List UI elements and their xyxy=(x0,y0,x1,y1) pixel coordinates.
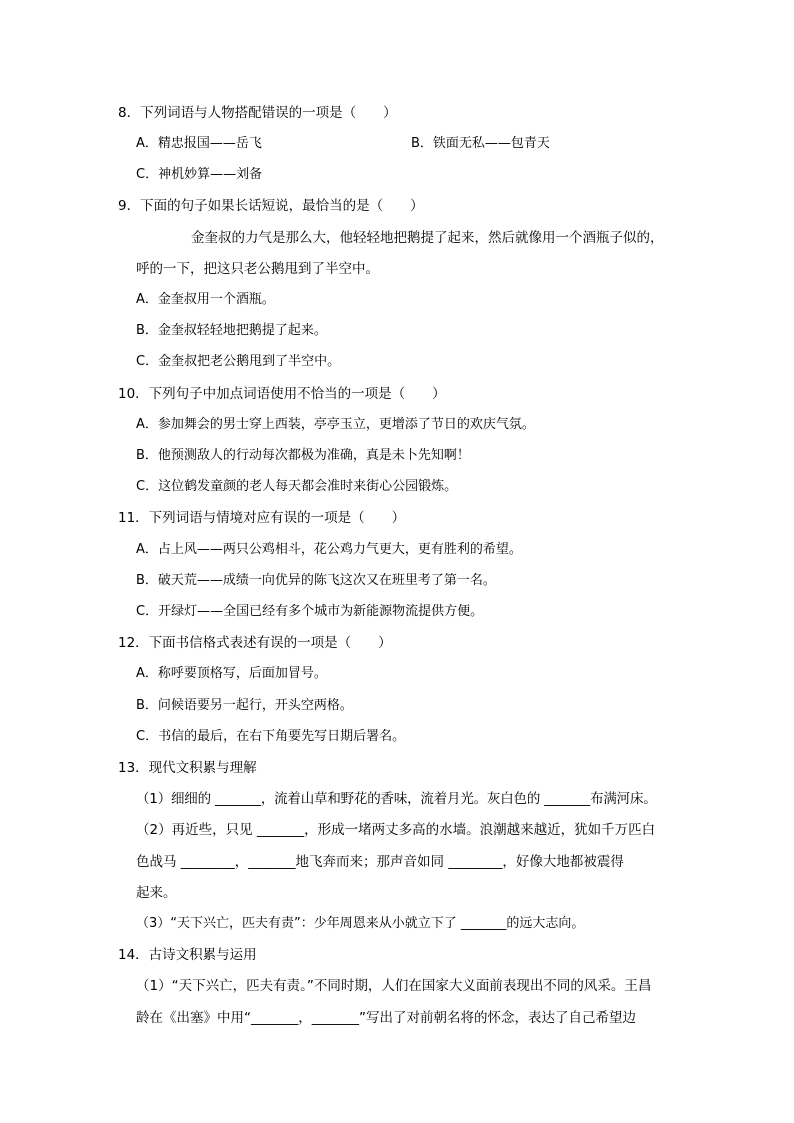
q14-sub1-line2: 龄在《出塞》中用“_______，_______”写出了对前朝名将的怀念，表达了自己希望边 xyxy=(136,1010,636,1026)
q13-sub2-line1: （2）再近些，只见 _______，形成一堵两丈多高的水墙。浪潮越来越近，犹如千万匹白 xyxy=(136,822,656,838)
q11-option-a: A．占上风——两只公鸡相斗，花公鸡力气更大，更有胜利的希望。 xyxy=(136,542,522,557)
q14-sub1-line1: （1）“天下兴亡，匹夫有责。”不同时期，人们在国家大义面前表现出不同的风采。王昌 xyxy=(136,978,652,994)
q8-option-c: C．神机妙算——刘备 xyxy=(136,167,263,182)
q11-option-b: B．破天荒——成绩一向优异的陈飞这次又在班里考了第一名。 xyxy=(136,573,496,588)
q9-passage-line2: 呼的一下，把这只老公鹅甩到了半空中。 xyxy=(136,261,379,277)
q8-option-a: A．精忠报国——岳飞 xyxy=(136,136,262,151)
q13-sub3: （3）“天下兴亡，匹夫有责”：少年周恩来从小就立下了 _______的远大志向。 xyxy=(136,916,585,931)
q10-option-c: C．这位鹤发童颜的老人每天都会准时来街心公园锻炼。 xyxy=(136,479,458,494)
q14-stem: 14．古诗文积累与运用 xyxy=(118,947,257,963)
q10-option-b: B．他预测敌人的行动每次都极为准确，真是未卜先知啊！ xyxy=(136,448,470,463)
q8-option-b: B．铁面无私——包青天 xyxy=(411,136,550,151)
q9-stem: 9．下面的句子如果长话短说，最恰当的是（ ） xyxy=(118,198,424,214)
q12-stem: 12．下面书信格式表述有误的一项是（ ） xyxy=(118,635,392,651)
q10-stem: 10．下列句子中加点词语使用不恰当的一项是（ ） xyxy=(118,386,446,402)
q12-option-b: B．问候语要另一起行，开头空两格。 xyxy=(136,698,353,713)
q12-option-c: C．书信的最后，在右下角要先写日期后署名。 xyxy=(136,729,406,744)
q13-sub2-line2: 色战马 ________，_______地飞奔而来；那声音如同 ________，好像大地都被震得 xyxy=(136,854,624,870)
q9-option-b: B．金奎叔轻轻地把鹅提了起来。 xyxy=(136,323,327,338)
q13-sub2-line3: 起来。 xyxy=(136,885,177,901)
q9-option-a: A．金奎叔用一个酒瓶。 xyxy=(136,292,275,307)
q13-sub1: （1）细细的 _______，流着山草和野花的香味，流着月光。灰白色的 _______布满河床。 xyxy=(136,791,657,807)
q9-option-c: C．金奎叔把老公鹅甩到了半空中。 xyxy=(136,354,341,369)
q10-option-a: A．参加舞会的男士穿上西装，亭亭玉立，更增添了节日的欢庆气氛。 xyxy=(136,417,535,432)
q11-option-c: C．开绿灯——全国已经有多个城市为新能源物流提供方便。 xyxy=(136,604,484,619)
q9-passage-line1: 金奎叔的力气是那么大，他轻轻地把鹅提了起来，然后就像用一个酒瓶子似的， xyxy=(191,230,664,246)
q11-stem: 11．下列词语与情境对应有误的一项是（ ） xyxy=(118,510,406,526)
q13-stem: 13．现代文积累与理解 xyxy=(118,760,257,776)
q8-stem: 8．下列词语与人物搭配错误的一项是（ ） xyxy=(118,105,397,121)
q12-option-a: A．称呼要顶格写，后面加冒号。 xyxy=(136,666,327,681)
